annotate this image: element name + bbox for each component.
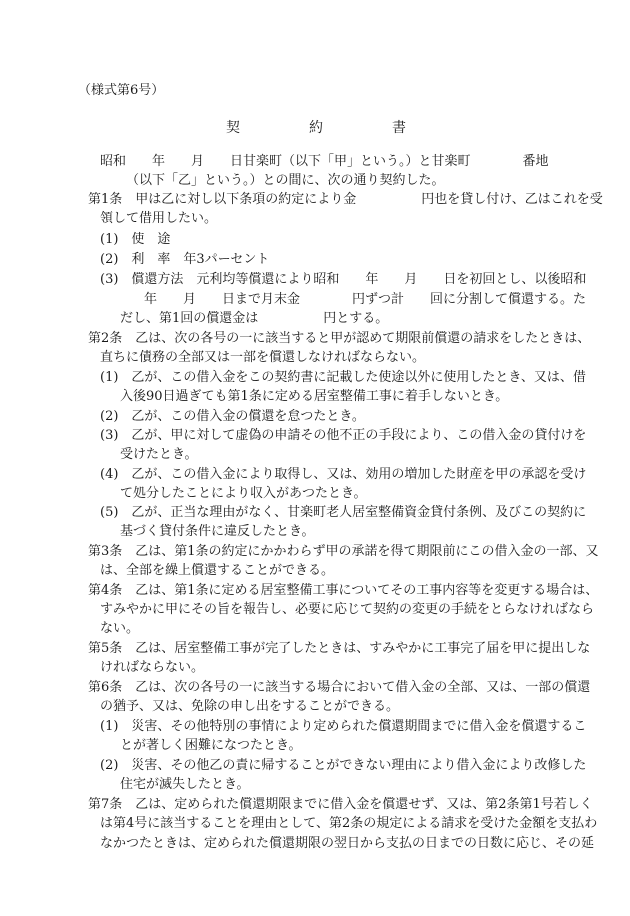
article-1-cont: 領して借用したい。 <box>100 211 218 226</box>
article-4-cont: ない。 <box>100 621 140 636</box>
article-4-cont: すみやかに甲にその旨を報告し、必要に応じて契約の変更の手続をとらなければなら <box>100 602 595 617</box>
intro-line: 昭和 年 月 日甘楽町（以下「甲」という。）と甘楽町 番地 <box>100 154 549 169</box>
article-2-item-1: (1) 乙が、この借入金をこの契約書に記載した使途以外に使用したとき、又は、借 <box>100 370 586 385</box>
article-1-item-3-cont: だし、第1回の償還金は 円とする。 <box>120 311 389 326</box>
article-5-cont: ければならない。 <box>100 660 205 675</box>
article-6-item-1: (1) 災害、その他特別の事情により定められた償還期間までに借入金を償還するこ <box>100 719 587 734</box>
article-7-heading: 第7条 乙は、定められた償還期限までに借入金を償還せず、又は、第2条第1号若しく <box>88 797 593 812</box>
article-2-item-4-cont: て処分したことにより収入があつたとき。 <box>120 486 367 501</box>
article-1-heading: 第1条 甲は乙に対し以下条項の約定により金 円也を貸し付け、乙はこれを受 <box>88 192 603 207</box>
article-5-heading: 第5条 乙は、居室整備工事が完了したときは、すみやかに工事完了届を甲に提出しな <box>88 641 591 656</box>
article-1-item-3-cont: 年 月 日まで月末金 円ずつ計 回に分割して償還する。た <box>144 292 587 307</box>
article-6-item-1-cont: とが著しく困難になつたとき。 <box>120 738 302 753</box>
title-char-2: 約 <box>309 120 323 136</box>
title-char-3: 書 <box>392 120 406 136</box>
article-6-item-2-cont: 住宅が滅失したとき。 <box>120 777 250 792</box>
intro-line: （以下「乙」という。）との間に、次の通り契約した。 <box>126 173 445 188</box>
article-1-item-2: (2) 利 率 年3パーセント <box>100 252 270 267</box>
article-2-item-4: (4) 乙が、この借入金により取得し、又は、効用の増加した財産を甲の承認を受け <box>100 467 587 482</box>
article-1-item-1: (1) 使 途 <box>100 232 171 247</box>
article-3-heading: 第3条 乙は、第1条の約定にかかわらず甲の承諾を得て期限前にこの借入金の一部、又 <box>88 544 599 559</box>
article-1-item-3: (3) 償還方法 元利均等償還により昭和 年 月 日を初回とし、以後昭和 <box>100 272 587 287</box>
article-2-item-3: (3) 乙が、甲に対して虚偽の申請その他不正の手段により、この借入金の貸付けを <box>100 428 587 443</box>
article-7-cont: なかつたときは、定められた償還期限の翌日から支払の日までの日数に応じ、その延 <box>100 836 595 851</box>
article-4-heading: 第4条 乙は、第1条に定める居室整備工事についてその工事内容等を変更する場合は、 <box>88 583 599 598</box>
article-2-heading: 第2条 乙は、次の各号の一に該当すると甲が認めて期限前償還の請求をしたときは、 <box>88 331 591 346</box>
article-2-item-5: (5) 乙が、正当な理由がなく、甘楽町老人居室整備資金貸付条例、及びこの契約に <box>100 505 587 520</box>
article-2-item-2: (2) 乙が、この借入金の償還を怠つたとき。 <box>100 409 365 424</box>
article-6-heading: 第6条 乙は、次の各号の一に該当する場合において借入金の全部、又は、一部の償還 <box>88 680 591 695</box>
form-number: （様式第6号） <box>78 83 165 98</box>
article-6-item-2: (2) 災害、その他乙の責に帰することができない理由により借入金により改修した <box>100 758 587 773</box>
article-7-cont: は第4号に該当することを理由として、第2条の規定による請求を受けた金額を支払わ <box>100 816 598 831</box>
article-2-item-3-cont: 受けたとき。 <box>120 447 198 462</box>
article-6-cont: の猶予、又は、免除の申し出をすることができる。 <box>100 699 400 714</box>
article-2-item-1-cont: 入後90日過ぎても第1条に定める居室整備工事に着手しないとき。 <box>120 389 509 404</box>
article-2-item-5-cont: 基づく貸付条件に違反したとき。 <box>120 524 315 539</box>
article-2-cont: 直ちに債務の全部又は一部を償還しなければならない。 <box>100 350 426 365</box>
title-char-1: 契 <box>226 120 240 136</box>
article-3-cont: は、全部を繰上償還することができる。 <box>100 563 335 578</box>
